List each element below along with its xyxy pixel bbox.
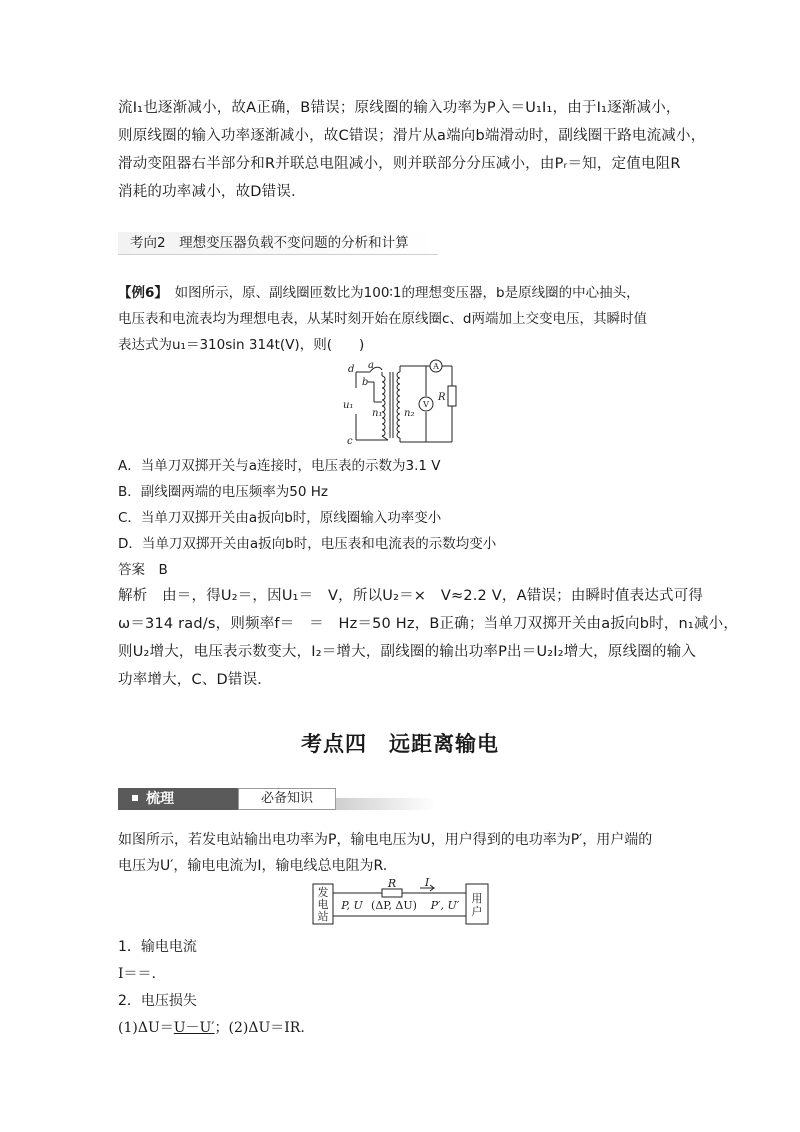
voltmeter-icon: V (423, 400, 429, 409)
label-pu-prime: P′, U′ (430, 899, 460, 912)
label-i: I (424, 878, 430, 889)
label-a: a (368, 360, 374, 371)
knowledge-bar (118, 788, 436, 810)
user-char: 用 (471, 892, 483, 905)
bullet-icon (132, 795, 138, 801)
transmission-line: 电压为U′，输电电流为I，输电线总电阻为R. (118, 858, 388, 874)
label-loss: (ΔP, ΔU) (371, 899, 417, 912)
label-n1: n₁ (372, 408, 383, 419)
example-tag: 【例6】 (118, 285, 162, 301)
example-text: 如图所示，原、副线圈匝数比为100∶1的理想变压器，b是原线圈的中心抽头， (174, 285, 640, 301)
station-char: 发 (317, 886, 329, 899)
label-n2: n₂ (404, 408, 415, 419)
option-c: C．当单刀双掷开关由a扳向b时，原线圈输入功率变小 (118, 510, 442, 526)
intro-paragraph (118, 94, 706, 206)
answer: 答案 B (118, 562, 168, 578)
transmission-line: 如图所示，若发电站输出电功率为P，输电电压为U，用户得到的电功率为P′，用户端的 (118, 832, 653, 848)
example-line: 表达式为u₁＝310sin 314t(V)，则( ) (118, 337, 365, 353)
analysis-line: 功率增大，C、D错误． (118, 672, 272, 688)
formula-blank: U－U′ (173, 1020, 215, 1036)
item-formula: I＝＝. (118, 966, 156, 982)
options-list (118, 453, 692, 583)
analysis-line: 则U₂增大，电压表示数变大，I₂＝增大，副线圈的输出功率P出＝U₂I₂增大，原线圈的输入 (118, 644, 697, 660)
label-r: R (438, 392, 446, 403)
option-a: A．当单刀双掷开关与a连接时，电压表的示数为3.1 V (118, 458, 441, 474)
formula-part: (1)ΔU＝ (118, 1020, 174, 1036)
station-char: 电 (317, 898, 329, 911)
example-question (118, 280, 692, 358)
label-c: c (347, 436, 353, 447)
station-char: 站 (317, 910, 329, 923)
items-list (118, 934, 692, 1042)
item-title: 1．输电电流 (118, 939, 197, 955)
option-d: D．当单刀双掷开关由a扳向b时，电压表和电流表的示数均变小 (118, 536, 497, 552)
item-title: 2．电压损失 (118, 993, 197, 1009)
shuli-tab (118, 788, 238, 810)
label-b: b (362, 377, 369, 388)
transmission-diagram (312, 878, 492, 928)
analysis-paragraph (118, 582, 739, 694)
label-pu: P, U (341, 899, 363, 912)
section-title: 考点四 远距离输电 (301, 732, 499, 756)
label-r: R (387, 878, 397, 890)
analysis-line: 解析 由＝，得U₂＝，因U₁＝ V，所以U₂＝× V≈2.2 V，A错误；由瞬时值表达式可得 (118, 588, 704, 604)
transmission-paragraph (118, 827, 692, 879)
ammeter-icon: A (433, 362, 439, 371)
label-d: d (348, 364, 355, 375)
subsection-heading: 考向2 理想变压器负载不变问题的分析和计算 (130, 235, 409, 251)
analysis-line: ω＝314 rad/s，则频率f＝ ＝ Hz＝50 Hz，B正确；当单刀双掷开关由a扳向b时，n₁减小， (118, 616, 739, 632)
intro-line: 流I₁也逐渐减小，故A正确，B错误；原线圈的输入功率为P入＝U₁I₁，由于I₁逐渐减小， (118, 100, 681, 116)
intro-line: 消耗的功率减小，故D错误． (118, 184, 306, 200)
subsection-heading-bar (118, 232, 438, 255)
intro-line: 滑动变阻器右半部分和R并联总电阻减小，则并联部分分压减小，由Pᵣ＝知，定值电阻R (118, 156, 681, 172)
intro-line: 则原线圈的输入功率逐渐减小，故C错误；滑片从a端向b端滑动时，副线圈干路电流减小， (118, 128, 706, 144)
example-line (118, 280, 692, 306)
bar-fade (336, 798, 436, 810)
user-char: 户 (471, 905, 483, 918)
shuli-label: 梳理 (146, 791, 174, 807)
item-formula (118, 1015, 692, 1042)
bibei-label: 必备知识 (238, 788, 336, 810)
formula-part: ；(2)ΔU＝IR. (214, 1020, 305, 1036)
label-u1: u₁ (343, 400, 354, 411)
example-line: 电压表和电流表均为理想电表，从某时刻开始在原线圈c、d两端加上交变电压，其瞬时值 (118, 311, 647, 327)
transformer-circuit-diagram (330, 358, 466, 448)
option-b: B．副线圈两端的电压频率为50 Hz (118, 484, 328, 500)
